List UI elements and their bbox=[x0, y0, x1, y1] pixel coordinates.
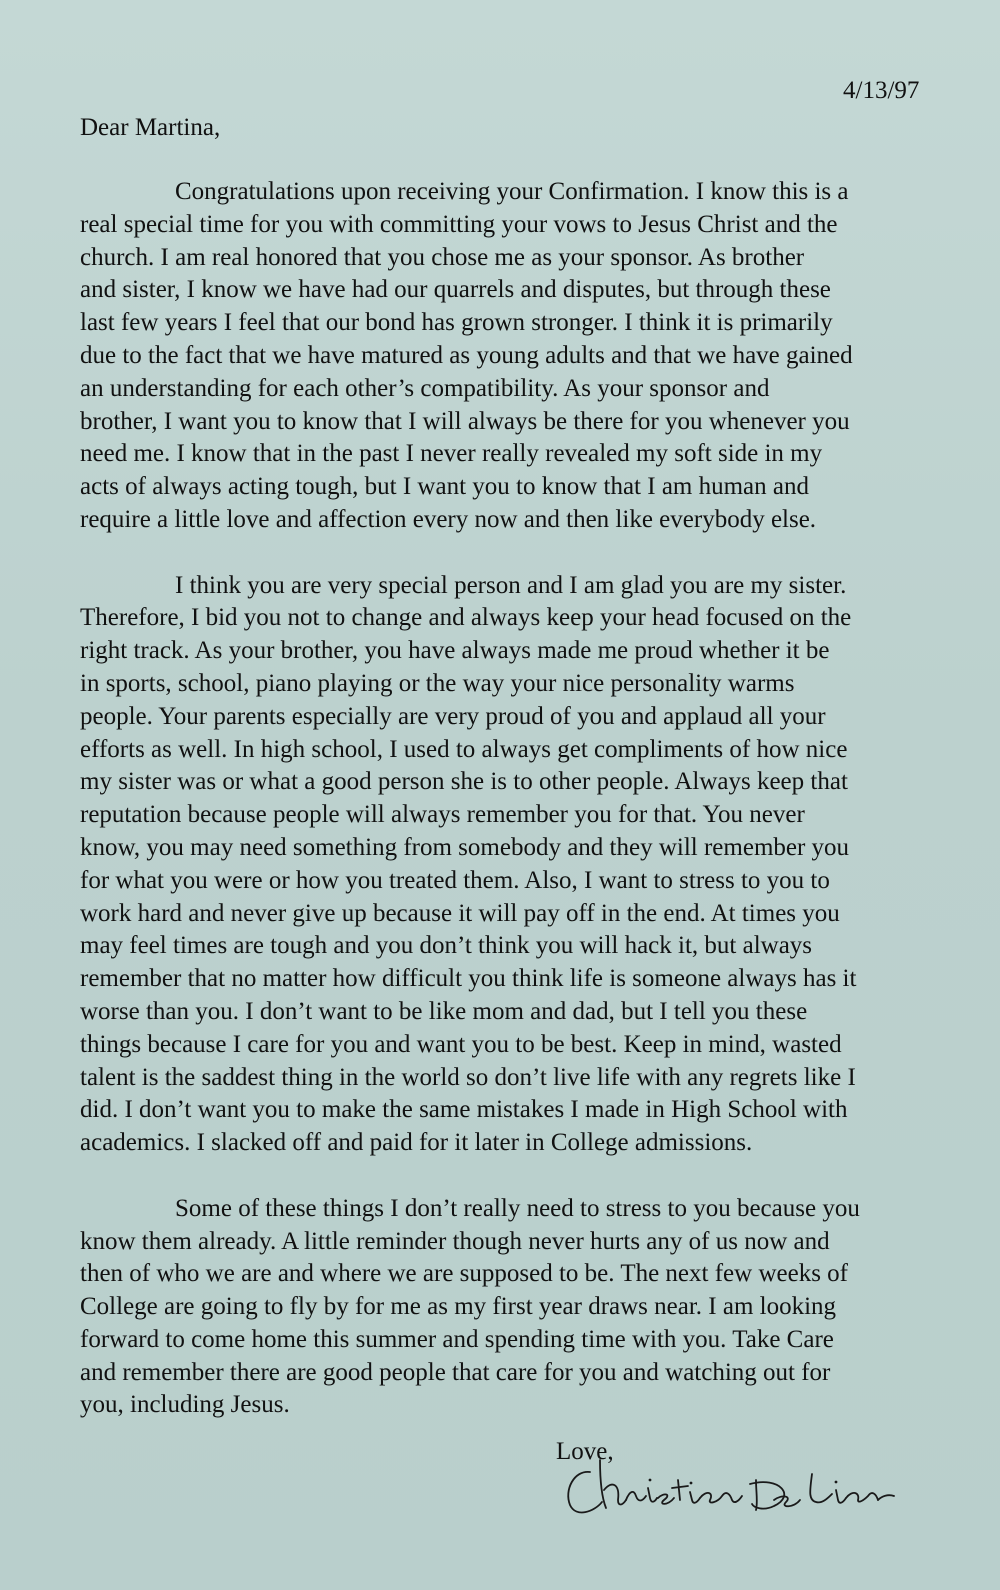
text-line: Congratulations upon receiving your Confirmation. I know this is a bbox=[175, 178, 849, 205]
text-line: for what you were or how you treated them. Also, I want to stress to you to bbox=[80, 866, 830, 894]
paragraph-2 bbox=[80, 570, 940, 1160]
text-line: Therefore, I bid you not to change and always keep your head focused on the bbox=[80, 604, 852, 632]
text-line: know, you may need something from somebody and they will remember you bbox=[80, 833, 850, 861]
text-line: my sister was or what a good person she is to other people. Always keep that bbox=[80, 768, 848, 796]
text-line: you, including Jesus. bbox=[80, 1391, 290, 1419]
text-line: and remember there are good people that care for you and watching out for bbox=[80, 1358, 831, 1386]
text-line: acts of always acting tough, but I want you to know that I am human and bbox=[80, 473, 810, 501]
text-line: real special time for you with committing your vows to Jesus Christ and the bbox=[80, 210, 838, 238]
text-line: reputation because people will always remember you for that. You never bbox=[80, 801, 805, 829]
text-line: efforts as well. In high school, I used to always get compliments of how nice bbox=[80, 735, 848, 763]
text-line: require a little love and affection every now and then like everybody else. bbox=[80, 505, 817, 533]
text-line: an understanding for each other’s compatibility. As your sponsor and bbox=[80, 374, 770, 402]
text-line: may feel times are tough and you don’t think you will hack it, but always bbox=[80, 932, 813, 960]
signature-icon bbox=[560, 1450, 900, 1530]
text-line: need me. I know that in the past I never really revealed my soft side in my bbox=[80, 440, 823, 468]
text-line: last few years I feel that our bond has grown stronger. I think it is primarily bbox=[80, 309, 833, 337]
text-line: right track. As your brother, you have always made me proud whether it be bbox=[80, 637, 830, 665]
text-line: people. Your parents especially are very proud of you and applaud all your bbox=[80, 702, 826, 730]
text-line: due to the fact that we have matured as young adults and that we have gained bbox=[80, 341, 853, 369]
text-line: worse than you. I don’t want to be like mom and dad, but I tell you these bbox=[80, 997, 808, 1025]
text-line: I think you are very special person and I am glad you are my sister. bbox=[175, 571, 847, 599]
paragraph-1 bbox=[80, 176, 940, 537]
text-line: church. I am real honored that you chose me as your sponsor. As brother bbox=[80, 243, 805, 271]
text-line: brother, I want you to know that I will always be there for you whenever you bbox=[80, 407, 850, 435]
text-line: work hard and never give up because it will pay off in the end. At times you bbox=[80, 899, 840, 927]
text-line: in sports, school, piano playing or the way your nice personality warms bbox=[80, 669, 795, 697]
text-line: know them already. A little reminder though never hurts any of us now and bbox=[80, 1227, 830, 1255]
text-line: College are going to fly by for me as my first year draws near. I am looking bbox=[80, 1293, 837, 1321]
text-line: then of who we are and where we are supposed to be. The next few weeks of bbox=[80, 1260, 849, 1288]
text-line: remember that no matter how difficult you think life is someone always has it bbox=[80, 965, 857, 993]
text-line: academics. I slacked off and paid for it later in College admissions. bbox=[80, 1129, 753, 1157]
text-line: things because I care for you and want you to be best. Keep in mind, wasted bbox=[80, 1030, 842, 1058]
letter-date: 4/13/97 bbox=[843, 77, 920, 104]
text-line: and sister, I know we have had our quarrels and disputes, but through these bbox=[80, 276, 831, 304]
salutation: Dear Martina, bbox=[80, 114, 221, 141]
letter-body bbox=[80, 176, 940, 1455]
text-line: talent is the saddest thing in the world so don’t live life with any regrets like I bbox=[80, 1063, 856, 1091]
text-line: Some of these things I don’t really need to stress to you because you bbox=[175, 1194, 860, 1222]
closing: Love, bbox=[556, 1438, 614, 1465]
handwritten-signature bbox=[560, 1450, 900, 1530]
paragraph-3 bbox=[80, 1193, 940, 1423]
text-line: forward to come home this summer and spending time with you. Take Care bbox=[80, 1325, 834, 1353]
text-line: did. I don’t want you to make the same mistakes I made in High School with bbox=[80, 1096, 848, 1124]
